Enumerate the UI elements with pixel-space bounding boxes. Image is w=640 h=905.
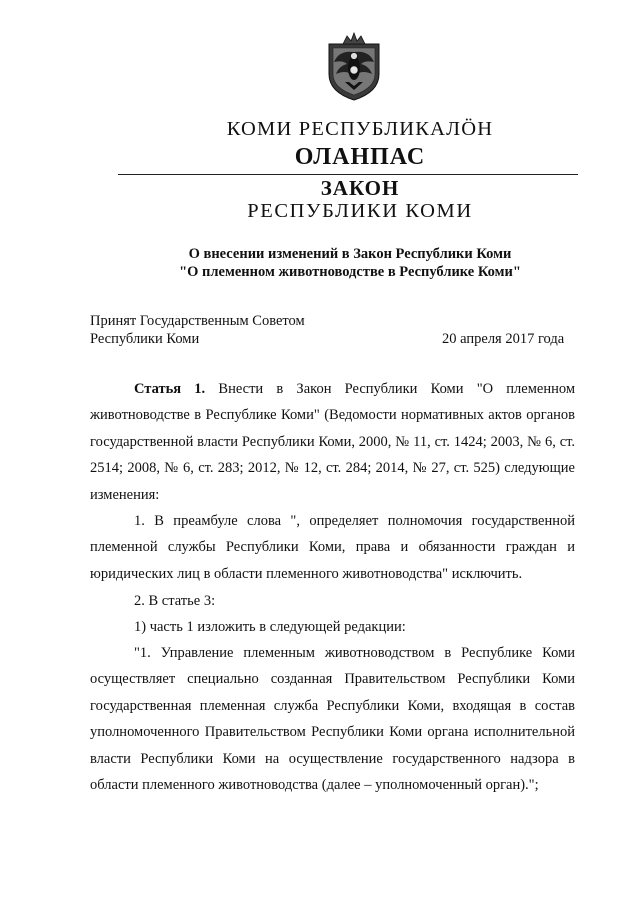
article-1-label: Статья 1. [134,381,206,397]
adopted-by-line-1: Принят Государственным Советом [90,313,305,329]
olanpas-heading: ОЛАНПАС [294,144,426,170]
law-subject-line-1: О внесении изменений в Закон Республики Коми [188,246,512,262]
republic-komi-heading: РЕСПУБЛИКИ КОМИ [247,200,473,222]
coat-of-arms-icon [325,30,383,102]
item-3-text: 1) часть 1 изложить в следующей редакции: [134,619,406,635]
law-heading: ЗАКОН [320,176,400,200]
article-1-paragraph [90,376,575,508]
item-2-paragraph [90,588,575,614]
law-subject-line-2: "О племенном животноводстве в Республике Коми" [179,264,521,280]
item-1-text: 1. В преамбуле слова ", определяет полномочия государственной племенной службы Республики Коми, права и обязанности граждан и юридических лиц в области племенного животноводства" исключить. [90,513,575,582]
header-divider [118,174,578,175]
item-1-paragraph [90,508,575,587]
adopted-by-line-2: Республики Коми [90,331,200,347]
item-4-text: "1. Управление племенным животноводством в Республике Коми осуществляет специально созданная Правительством Республики Коми государственная племенная служба Республики Коми, входящая в состав уполномоченного Правительством Республики Коми органа исполнительной власти Республики Коми на осуществление государственного надзора в области племенного животноводства (далее – уполномоченный орган)."; [90,645,575,794]
item-4-paragraph [90,640,575,798]
item-3-paragraph [90,614,575,640]
komi-republic-heading: КОМИ РЕСПУБЛИКАЛÖН [226,118,494,140]
item-2-text: 2. В статье 3: [134,593,216,609]
article-1-text: Внести в Закон Республики Коми "О племенном животноводстве в Республике Коми" (Ведомости нормативных актов органов государственной власти Республики Коми, 2000, № 11, ст. 1424; 2003, № 6, ст. 2514; 2008, № 6, ст. 283; 2012, № 12, ст. 284; 2014, № 27, ст. 525) следующие изменения: [90,381,576,503]
adoption-date: 20 апреля 2017 года [442,331,565,347]
